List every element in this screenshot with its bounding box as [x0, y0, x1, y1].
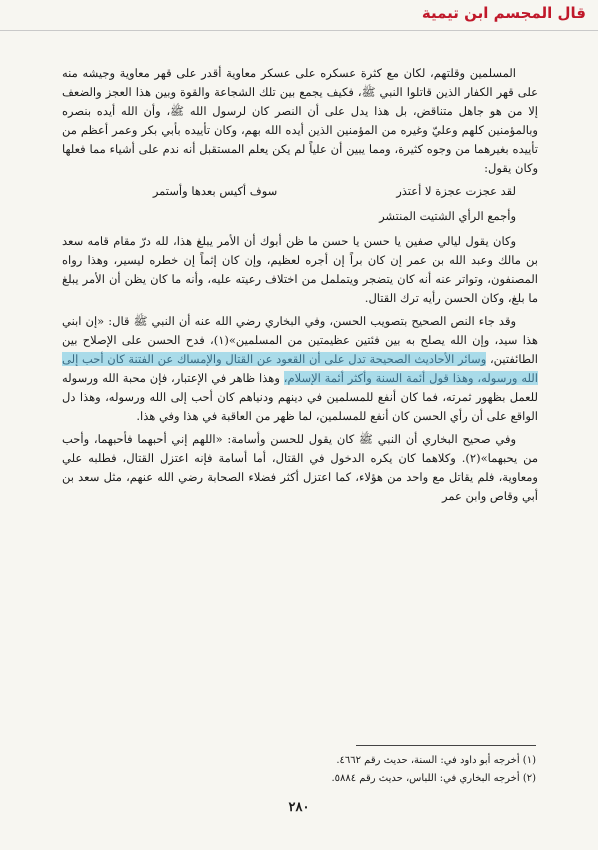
paragraph-1: المسلمين وقلتهم، لكان مع كثرة عسكره على عسكر معاوية أقدر على قهر معاوية وجيشه منه على قهر الكفار الذين قاتلوا النبي ﷺ، فكيف يجمع بين تلك الشجاعة والقوة وبين هذا العجز والضعف إلا من هو جاهل متناقض، بل هذا يدل على أن النصر كان لرسول الله ﷺ، وأن الله أيده بنصره وبالمؤمنين كلهم وعليّ وغيره من المؤمنين الذين أيده الله بهم، وكان تأييده بأبي بكر وعمر أعظم من تأييده بغيرهما من وجوه كثيرة، ومما يبين أن علياً لم يكن يعلم المستقبل أنه ندم على أشياء مما فعلها وكان يقول: [62, 66, 538, 175]
verse-1-second-hemistich: سوف أكيس بعدها وأستمر [152, 184, 278, 198]
footnotes [60, 752, 536, 788]
paragraph-3-start: وقد جاء النص الصحيح بتصويب الحسن، وفي البخاري رضي الله عنه أن النبي ﷺ قال: «إن ابني هذا سيد، وإن الله يصلح به بين فئتين عظيمتين من المسلمين»(١)، فدح الحسن على الإصلاح بين الطائفتين، [62, 314, 538, 366]
page-header-title: قال المجسم ابن تيمية [421, 4, 586, 22]
paragraph-3-end: وهذا ظاهر في الإعتبار، فإن محبة الله ورسوله للعمل بظهور ثمرته، فما كان أنفع للمسلمين في دينهم ودنياهم كان أحب إلى الله ورسوله، وهذا دل الواقع على أن رأي الحسن كان أنفع للمسلمين، لما ظهر من العاقبة في هذا وفي هذا. [62, 371, 538, 423]
verse-1-first-hemistich: لقد عجزت عجزة لا أعتذر [396, 184, 516, 198]
footnote-divider [356, 745, 536, 746]
header-divider [0, 30, 598, 31]
main-text [62, 64, 538, 510]
poem-verse-1 [153, 182, 516, 201]
poem-verse-2: وأجمع الرأي الشتيت المنتشر [379, 209, 516, 223]
poem-block [62, 182, 538, 226]
page-number: ٢٨٠ [288, 800, 310, 815]
paragraph-3 [62, 312, 538, 426]
footnote-1: (١) أخرجه أبو داود في: السنة، حديث رقم ٤٦٦٢. [336, 755, 536, 766]
highlighted-passage: وسائر الأحاديث الصحيحة تدل على أن القعود عن القتال والإمساك عن الفتنة كان أحب إلى الله ورسوله، وهذا قول أئمة السنة وأكثر أئمة الإسلام، [62, 352, 538, 385]
footnote-2: (٢) أخرجه البخاري في: اللباس، حديث رقم ٥٨٨٤. [331, 773, 536, 784]
paragraph-4: وفي صحيح البخاري أن النبي ﷺ كان يقول للحسن وأسامة: «اللهم إني أحبهما فأحبهما، وأحب من يحبهما»(٢). وكلاهما كان يكره الدخول في القتال، أما أسامة فإنه اعتزل القتال، فطلبه علي ومعاوية، فلم يقاتل مع واحد من هؤلاء، كما اعتزل أكثر فضلاء الصحابة رضي الله عنهم، مثل سعد بن أبي وقاص وابن عمر [62, 432, 539, 503]
paragraph-2: وكان يقول ليالي صفين يا حسن يا حسن ما ظن أبوك أن الأمر يبلغ هذا، لله درّ مقام قامه سعد بن مالك وعبد الله بن عمر إن كان براً إن أجره لعظيم، وإن كان إثماً إن خطره ليسير، وهذا رواه المصنفون، وتواتر عنه أنه كان يتضجر ويتململ من اختلاف رعيته عليه، وأنه ما كان يظن أن الأمر يبلغ ما بلغ، وكان الحسن رأيه ترك القتال. [62, 234, 538, 305]
